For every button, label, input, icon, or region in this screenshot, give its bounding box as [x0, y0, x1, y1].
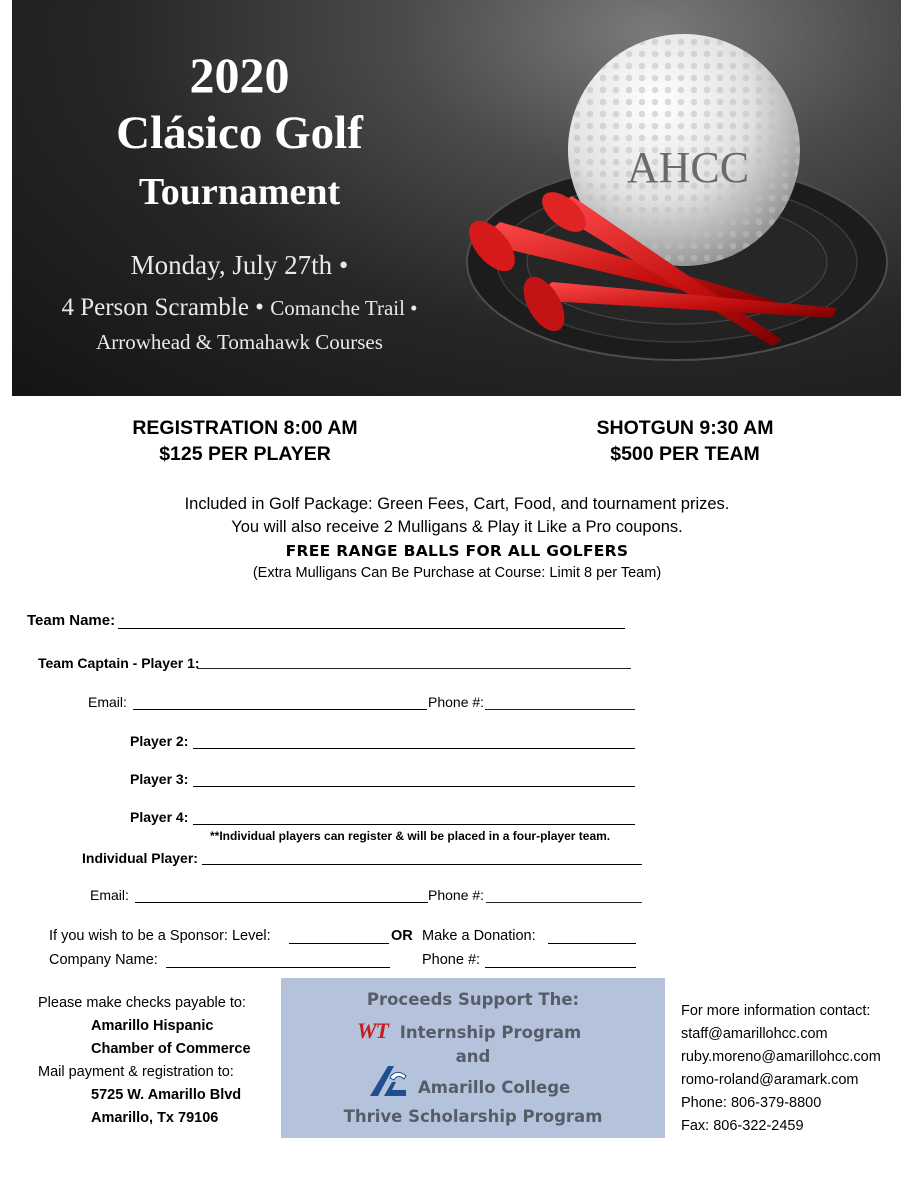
- phone-field-3[interactable]: [485, 967, 636, 968]
- player4-label: Player 4:: [130, 809, 189, 825]
- banner-subtitle: Tournament: [138, 171, 341, 213]
- email-field-1[interactable]: [133, 709, 427, 710]
- phone-field-2[interactable]: [486, 902, 642, 903]
- email-label-1: Email:: [88, 694, 127, 710]
- team-name-field[interactable]: [118, 628, 625, 629]
- shotgun-time: SHOTGUN 9:30 AM: [596, 417, 774, 439]
- player4-field[interactable]: [193, 824, 635, 825]
- proceeds-box: [281, 978, 665, 1138]
- package-includes: Included in Golf Package: Green Fees, Cart, Food, and tournament prizes.: [184, 495, 730, 513]
- contact-heading: For more information contact:: [681, 1003, 871, 1019]
- banner-format: 4 Person Scramble: [61, 294, 249, 321]
- ball-logo-text: AHCC: [626, 143, 750, 192]
- player3-label: Player 3:: [130, 771, 189, 787]
- banner-title: Clásico Golf: [116, 107, 363, 159]
- phone-label-1: Phone #:: [428, 694, 485, 710]
- individual-label: Individual Player:: [82, 850, 198, 866]
- player2-label: Player 2:: [130, 733, 189, 749]
- team-price: $500 PER TEAM: [610, 443, 760, 465]
- banner-format-line: 4 Person Scramble • Comanche Trail •: [61, 294, 418, 321]
- donation-label: Make a Donation:: [422, 928, 536, 944]
- ac-logo: [366, 1062, 410, 1100]
- banner: [12, 0, 901, 396]
- contact-email-ruby[interactable]: ruby.moreno@amarillohcc.com: [681, 1049, 881, 1065]
- mail-address1: 5725 W. Amarillo Blvd: [91, 1087, 242, 1103]
- or-label: OR: [391, 928, 413, 944]
- banner-courses: Arrowhead & Tomahawk Courses: [96, 330, 383, 354]
- phone-label-2: Phone #:: [428, 887, 485, 903]
- contact-email-staff[interactable]: staff@amarillohcc.com: [681, 1026, 828, 1042]
- mail-label: Mail payment & registration to:: [38, 1064, 234, 1080]
- wt-logo: WT: [357, 1018, 388, 1043]
- captain-field[interactable]: [197, 668, 631, 669]
- team-name-label: Team Name:: [27, 612, 116, 629]
- package-mulligans: You will also receive 2 Mulligans & Play it Like a Pro coupons.: [231, 518, 683, 536]
- amarillo-college: Amarillo College: [418, 1078, 571, 1097]
- captain-label: Team Captain - Player 1:: [38, 655, 200, 671]
- contact-email-roland[interactable]: romo-roland@aramark.com: [681, 1072, 859, 1088]
- extra-mulligans-note: (Extra Mulligans Can Be Purchase at Course: Limit 8 per Team): [252, 565, 662, 581]
- mail-address2: Amarillo, Tx 79106: [91, 1110, 219, 1126]
- banner-venue: Comanche Trail •: [270, 296, 418, 320]
- individual-field[interactable]: [202, 864, 642, 865]
- player-price: $125 PER PLAYER: [159, 443, 331, 465]
- wt-program-line: [357, 1018, 581, 1044]
- internship-program: Internship Program: [399, 1023, 582, 1042]
- checks-payable-label: Please make checks payable to:: [38, 995, 246, 1011]
- registration-time: REGISTRATION 8:00 AM: [132, 417, 358, 439]
- thrive-scholarship: Thrive Scholarship Program: [343, 1107, 603, 1126]
- banner-year: 2020: [189, 47, 290, 103]
- payee-line1: Amarillo Hispanic: [91, 1018, 214, 1034]
- company-label: Company Name:: [49, 952, 158, 968]
- phone-field-1[interactable]: [485, 709, 635, 710]
- email-field-2[interactable]: [135, 902, 428, 903]
- banner-date: Monday, July 27th •: [130, 250, 349, 280]
- and-label: and: [455, 1047, 491, 1066]
- proceeds-heading: Proceeds Support The:: [366, 990, 580, 1009]
- phone-label-3: Phone #:: [422, 952, 481, 968]
- player2-field[interactable]: [193, 748, 635, 749]
- contact-phone: Phone: 806-379-8800: [681, 1095, 822, 1111]
- individual-note: **Individual players can register & will be placed in a four-player team.: [210, 829, 611, 843]
- free-range-balls: FREE RANGE BALLS FOR ALL GOLFERS: [285, 542, 629, 560]
- company-field[interactable]: [166, 967, 390, 968]
- sponsor-label: If you wish to be a Sponsor: Level:: [49, 928, 271, 944]
- email-label-2: Email:: [90, 887, 129, 903]
- donation-field[interactable]: [548, 943, 636, 944]
- player3-field[interactable]: [193, 786, 635, 787]
- sponsor-level-field[interactable]: [289, 943, 389, 944]
- payee-line2: Chamber of Commerce: [91, 1041, 251, 1057]
- contact-fax: Fax: 806-322-2459: [681, 1118, 804, 1134]
